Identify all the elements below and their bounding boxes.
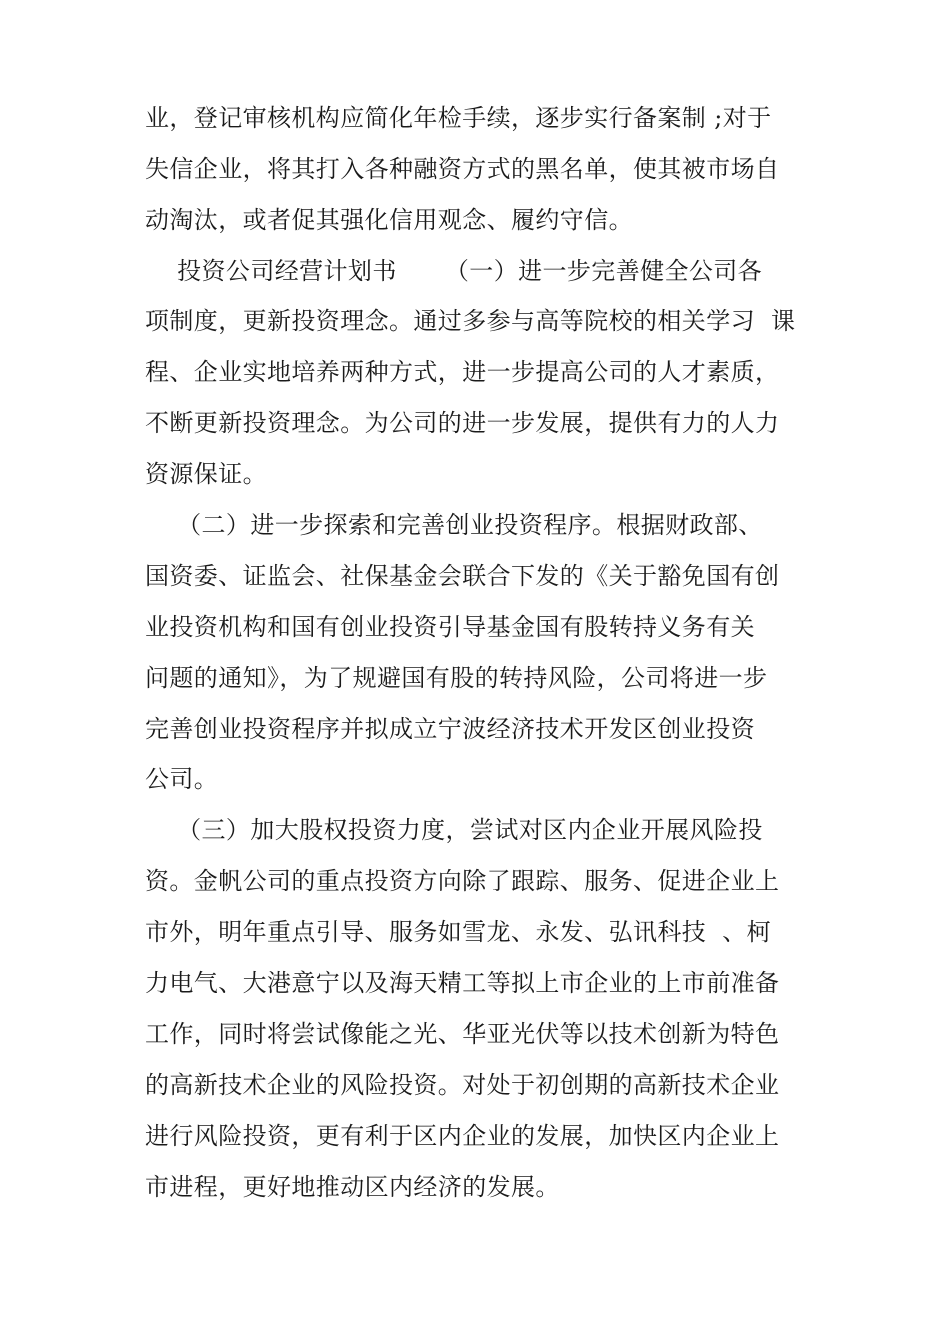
text-line: 力电气、大港意宁以及海天精工等拟上市企业的上市前准备 (145, 969, 780, 997)
text-line: 工作，同时将尝试像能之光、华亚光伏等以技术创新为特色 (145, 1020, 780, 1048)
text-line: 公司。 (145, 765, 219, 793)
text-line: 动淘汰，或者促其强化信用观念、履约守信。 (145, 206, 633, 234)
text-line: 问题的通知》，为了规避国有股的转持风险，公司将进一步 (145, 664, 768, 692)
text-line: 进行风险投资，更有利于区内企业的发展，加快区内企业上 (145, 1122, 780, 1150)
text-line: （三）加大股权投资力度，尝试对区内企业开展风险投 (145, 816, 763, 844)
text-line: 不断更新投资理念。为公司的进一步发展，提供有力的人力 (145, 409, 780, 437)
text-line: 完善创业投资程序并拟成立宁波经济技术开发区创业投资 (145, 715, 755, 743)
text-line: 市外，明年重点引导、服务如雪龙、永发、弘讯科技 、柯 (145, 918, 772, 946)
text-line: 的高新技术企业的风险投资。对处于初创期的高新技术企业 (145, 1071, 780, 1099)
text-line: 资。金帆公司的重点投资方向除了跟踪、服务、促进企业上 (145, 867, 780, 895)
text-line: 项制度，更新投资理念。通过多参与高等院校的相关学习 课 (145, 307, 796, 335)
text-line: 业投资机构和国有创业投资引导基金国有股转持义务有关 (145, 613, 755, 641)
text-line: （二）进一步探索和完善创业投资程序。根据财政部、 (145, 511, 763, 539)
text-line: 业，登记审核机构应简化年检手续，逐步实行备案制 ;对于 (145, 104, 772, 132)
text-line: 国资委、证监会、社保基金会联合下发的《关于豁免国有创 (145, 562, 780, 590)
text-line: 程、企业实地培养两种方式，进一步提高公司的人才素质， (145, 358, 780, 386)
text-line: 失信企业，将其打入各种融资方式的黑名单，使其被市场自 (145, 155, 780, 183)
text-line: 资源保证。 (145, 460, 267, 488)
text-line: 市进程，更好地推动区内经济的发展。 (145, 1173, 560, 1201)
text-line: 投资公司经营计划书 （一）进一步完善健全公司各 (145, 257, 763, 285)
